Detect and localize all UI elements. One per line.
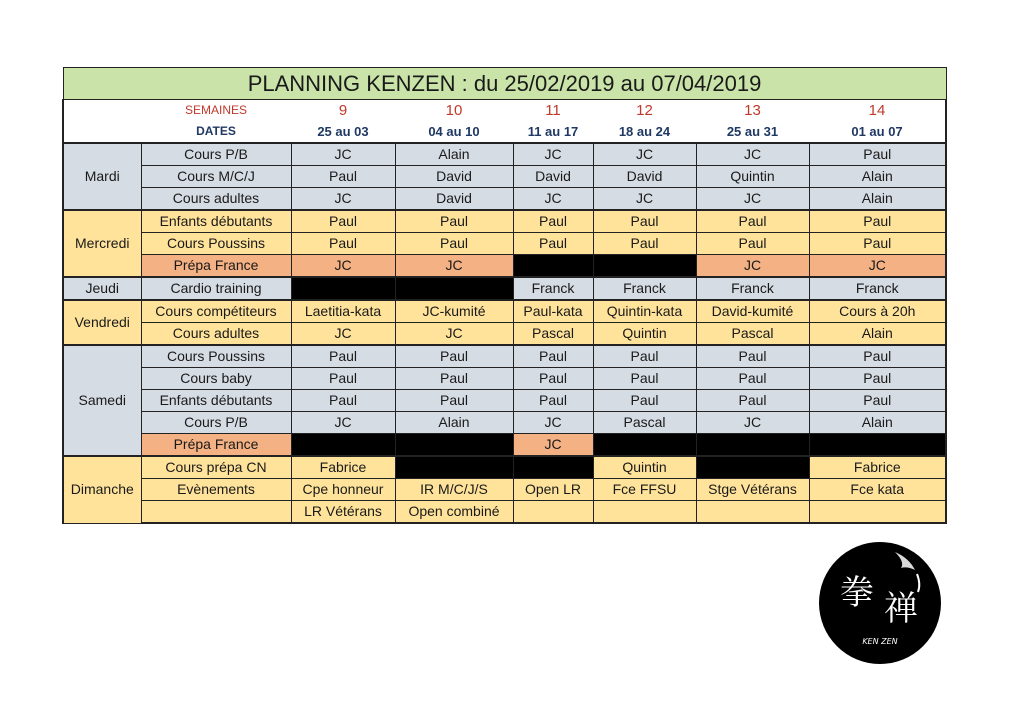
week-dates: 11 au 17 xyxy=(513,121,593,143)
schedule-cell: JC xyxy=(513,434,593,457)
schedule-cell: Fabrice xyxy=(291,456,395,479)
schedule-cell: David-kumité xyxy=(696,300,809,323)
schedule-cell: JC xyxy=(696,255,809,278)
schedule-cell: Open combiné xyxy=(395,501,513,524)
course-label: Prépa France xyxy=(141,434,291,457)
semaines-label: SEMAINES xyxy=(141,100,291,122)
day-label: Dimanche xyxy=(63,456,141,523)
schedule-cell: Paul xyxy=(513,368,593,390)
table-row xyxy=(63,255,946,278)
course-label: Cours compétiteurs xyxy=(141,300,291,323)
course-label: Cours M/C/J xyxy=(141,166,291,188)
schedule-cell: Paul xyxy=(291,368,395,390)
table-row xyxy=(63,143,946,166)
schedule-cell: Paul xyxy=(809,233,946,255)
schedule-cell: JC xyxy=(513,143,593,166)
schedule-cell: Alain xyxy=(809,323,946,346)
schedule-cell: Paul xyxy=(593,233,696,255)
schedule-cell: Paul xyxy=(696,233,809,255)
schedule-cell xyxy=(809,434,946,457)
table-row xyxy=(63,456,946,479)
planning-table xyxy=(62,67,947,524)
table-row xyxy=(63,479,946,501)
schedule-cell: Paul xyxy=(593,368,696,390)
week-dates: 01 au 07 xyxy=(809,121,946,143)
schedule-cell: Alain xyxy=(809,188,946,211)
table-row xyxy=(63,300,946,323)
schedule-cell: JC xyxy=(395,323,513,346)
schedule-cell: Paul xyxy=(593,390,696,412)
week-dates: 25 au 31 xyxy=(696,121,809,143)
schedule-cell: Paul xyxy=(593,210,696,233)
week-number: 14 xyxy=(809,100,946,122)
table-row xyxy=(63,166,946,188)
course-label: Cours adultes xyxy=(141,188,291,211)
table-row xyxy=(63,277,946,300)
schedule-cell: JC xyxy=(513,412,593,434)
schedule-cell: Paul xyxy=(395,368,513,390)
schedule-cell: Paul xyxy=(291,210,395,233)
table-row xyxy=(63,501,946,524)
schedule-cell: Franck xyxy=(513,277,593,300)
schedule-cell: Paul xyxy=(395,390,513,412)
schedule-cell: Franck xyxy=(593,277,696,300)
schedule-cell: Paul xyxy=(809,345,946,368)
schedule-cell: Paul xyxy=(291,345,395,368)
week-dates: 18 au 24 xyxy=(593,121,696,143)
schedule-cell: Cours à 20h xyxy=(809,300,946,323)
schedule-cell xyxy=(696,434,809,457)
table-row xyxy=(63,233,946,255)
schedule-cell: JC xyxy=(513,188,593,211)
schedule-cell: Laetitia-kata xyxy=(291,300,395,323)
schedule-cell: Paul-kata xyxy=(513,300,593,323)
schedule-cell: Paul xyxy=(513,390,593,412)
week-dates: 04 au 10 xyxy=(395,121,513,143)
schedule-cell: Paul xyxy=(395,345,513,368)
schedule-cell xyxy=(395,277,513,300)
table-row xyxy=(63,368,946,390)
schedule-cell: Paul xyxy=(291,233,395,255)
logo-glyph-2: 禅 xyxy=(884,589,918,629)
schedule-cell: LR Vétérans xyxy=(291,501,395,524)
table-row xyxy=(63,412,946,434)
schedule-cell: IR M/C/J/S xyxy=(395,479,513,501)
schedule-cell: Paul xyxy=(696,368,809,390)
course-label: Cours Poussins xyxy=(141,345,291,368)
schedule-cell xyxy=(395,434,513,457)
schedule-cell: Open LR xyxy=(513,479,593,501)
schedule-cell: Cpe honneur xyxy=(291,479,395,501)
schedule-cell xyxy=(513,501,593,524)
table-row xyxy=(63,323,946,346)
schedule-cell: Alain xyxy=(809,166,946,188)
table-row xyxy=(63,390,946,412)
schedule-cell: David xyxy=(593,166,696,188)
schedule-cell: Paul xyxy=(696,210,809,233)
header-spacer xyxy=(63,121,141,143)
schedule-cell: Paul xyxy=(395,210,513,233)
week-number: 9 xyxy=(291,100,395,122)
schedule-cell: JC-kumité xyxy=(395,300,513,323)
schedule-cell: Paul xyxy=(809,210,946,233)
schedule-cell: Stge Vétérans xyxy=(696,479,809,501)
header-spacer xyxy=(63,100,141,122)
kenzen-logo xyxy=(817,540,943,666)
table-row xyxy=(63,345,946,368)
week-number: 12 xyxy=(593,100,696,122)
schedule-cell: David xyxy=(513,166,593,188)
course-label: Cours P/B xyxy=(141,143,291,166)
course-label: Cours P/B xyxy=(141,412,291,434)
course-label: Evènements xyxy=(141,479,291,501)
schedule-cell: Paul xyxy=(696,390,809,412)
schedule-cell: Paul xyxy=(513,210,593,233)
schedule-cell xyxy=(395,456,513,479)
course-label xyxy=(141,501,291,524)
table-row xyxy=(63,210,946,233)
schedule-cell: JC xyxy=(809,255,946,278)
schedule-cell: JC xyxy=(291,188,395,211)
course-label: Enfants débutants xyxy=(141,390,291,412)
day-label: Mardi xyxy=(63,143,141,210)
schedule-cell: Paul xyxy=(809,368,946,390)
schedule-cell: JC xyxy=(291,255,395,278)
schedule-cell xyxy=(593,434,696,457)
schedule-cell: David xyxy=(395,188,513,211)
page-title: PLANNING KENZEN : du 25/02/2019 au 07/04/2019 xyxy=(63,68,946,100)
schedule-cell: Paul xyxy=(513,345,593,368)
day-label: Jeudi xyxy=(63,277,141,300)
schedule-cell xyxy=(593,501,696,524)
schedule-cell: Paul xyxy=(513,233,593,255)
schedule-cell: JC xyxy=(291,412,395,434)
schedule-cell xyxy=(696,456,809,479)
week-number: 11 xyxy=(513,100,593,122)
dates-label: DATES xyxy=(141,121,291,143)
schedule-cell: Quintin xyxy=(593,456,696,479)
schedule-cell: Quintin xyxy=(593,323,696,346)
schedule-cell: Paul xyxy=(291,166,395,188)
course-label: Cours baby xyxy=(141,368,291,390)
course-label: Cardio training xyxy=(141,277,291,300)
week-number: 13 xyxy=(696,100,809,122)
schedule-cell: JC xyxy=(291,143,395,166)
schedule-cell: Fce FFSU xyxy=(593,479,696,501)
schedule-cell: Franck xyxy=(809,277,946,300)
schedule-cell: Quintin-kata xyxy=(593,300,696,323)
week-number: 10 xyxy=(395,100,513,122)
table-row xyxy=(63,434,946,457)
course-label: Cours prépa CN xyxy=(141,456,291,479)
day-label: Samedi xyxy=(63,345,141,456)
schedule-cell: Quintin xyxy=(696,166,809,188)
course-label: Cours Poussins xyxy=(141,233,291,255)
schedule-cell: Alain xyxy=(809,412,946,434)
schedule-cell: JC xyxy=(696,143,809,166)
schedule-cell: Franck xyxy=(696,277,809,300)
schedule-cell: Paul xyxy=(696,345,809,368)
schedule-cell: Pascal xyxy=(513,323,593,346)
schedule-cell xyxy=(809,501,946,524)
schedule-cell: JC xyxy=(291,323,395,346)
schedule-cell: JC xyxy=(696,188,809,211)
schedule-cell: Paul xyxy=(809,390,946,412)
schedule-cell: Pascal xyxy=(593,412,696,434)
schedule-cell: Paul xyxy=(395,233,513,255)
schedule-cell: Paul xyxy=(593,345,696,368)
day-label: Vendredi xyxy=(63,300,141,345)
course-label: Enfants débutants xyxy=(141,210,291,233)
schedule-cell: Fce kata xyxy=(809,479,946,501)
schedule-cell: Alain xyxy=(395,143,513,166)
course-label: Cours adultes xyxy=(141,323,291,346)
day-label: Mercredi xyxy=(63,210,141,277)
schedule-cell xyxy=(291,434,395,457)
schedule-cell: Alain xyxy=(395,412,513,434)
schedule-cell xyxy=(513,255,593,278)
schedule-cell xyxy=(291,277,395,300)
schedule-cell xyxy=(593,255,696,278)
schedule-cell: JC xyxy=(395,255,513,278)
course-label: Prépa France xyxy=(141,255,291,278)
schedule-cell: Fabrice xyxy=(809,456,946,479)
schedule-cell: David xyxy=(395,166,513,188)
table-row xyxy=(63,188,946,211)
schedule-cell: Paul xyxy=(809,143,946,166)
schedule-cell xyxy=(696,501,809,524)
logo-caption: KEN ZEN xyxy=(862,637,898,646)
schedule-cell: Pascal xyxy=(696,323,809,346)
schedule-cell: JC xyxy=(593,143,696,166)
schedule-cell: JC xyxy=(593,188,696,211)
schedule-cell xyxy=(513,456,593,479)
logo-glyph-1: 拳 xyxy=(840,573,874,613)
week-dates: 25 au 03 xyxy=(291,121,395,143)
schedule-cell: Paul xyxy=(291,390,395,412)
schedule-cell: JC xyxy=(696,412,809,434)
